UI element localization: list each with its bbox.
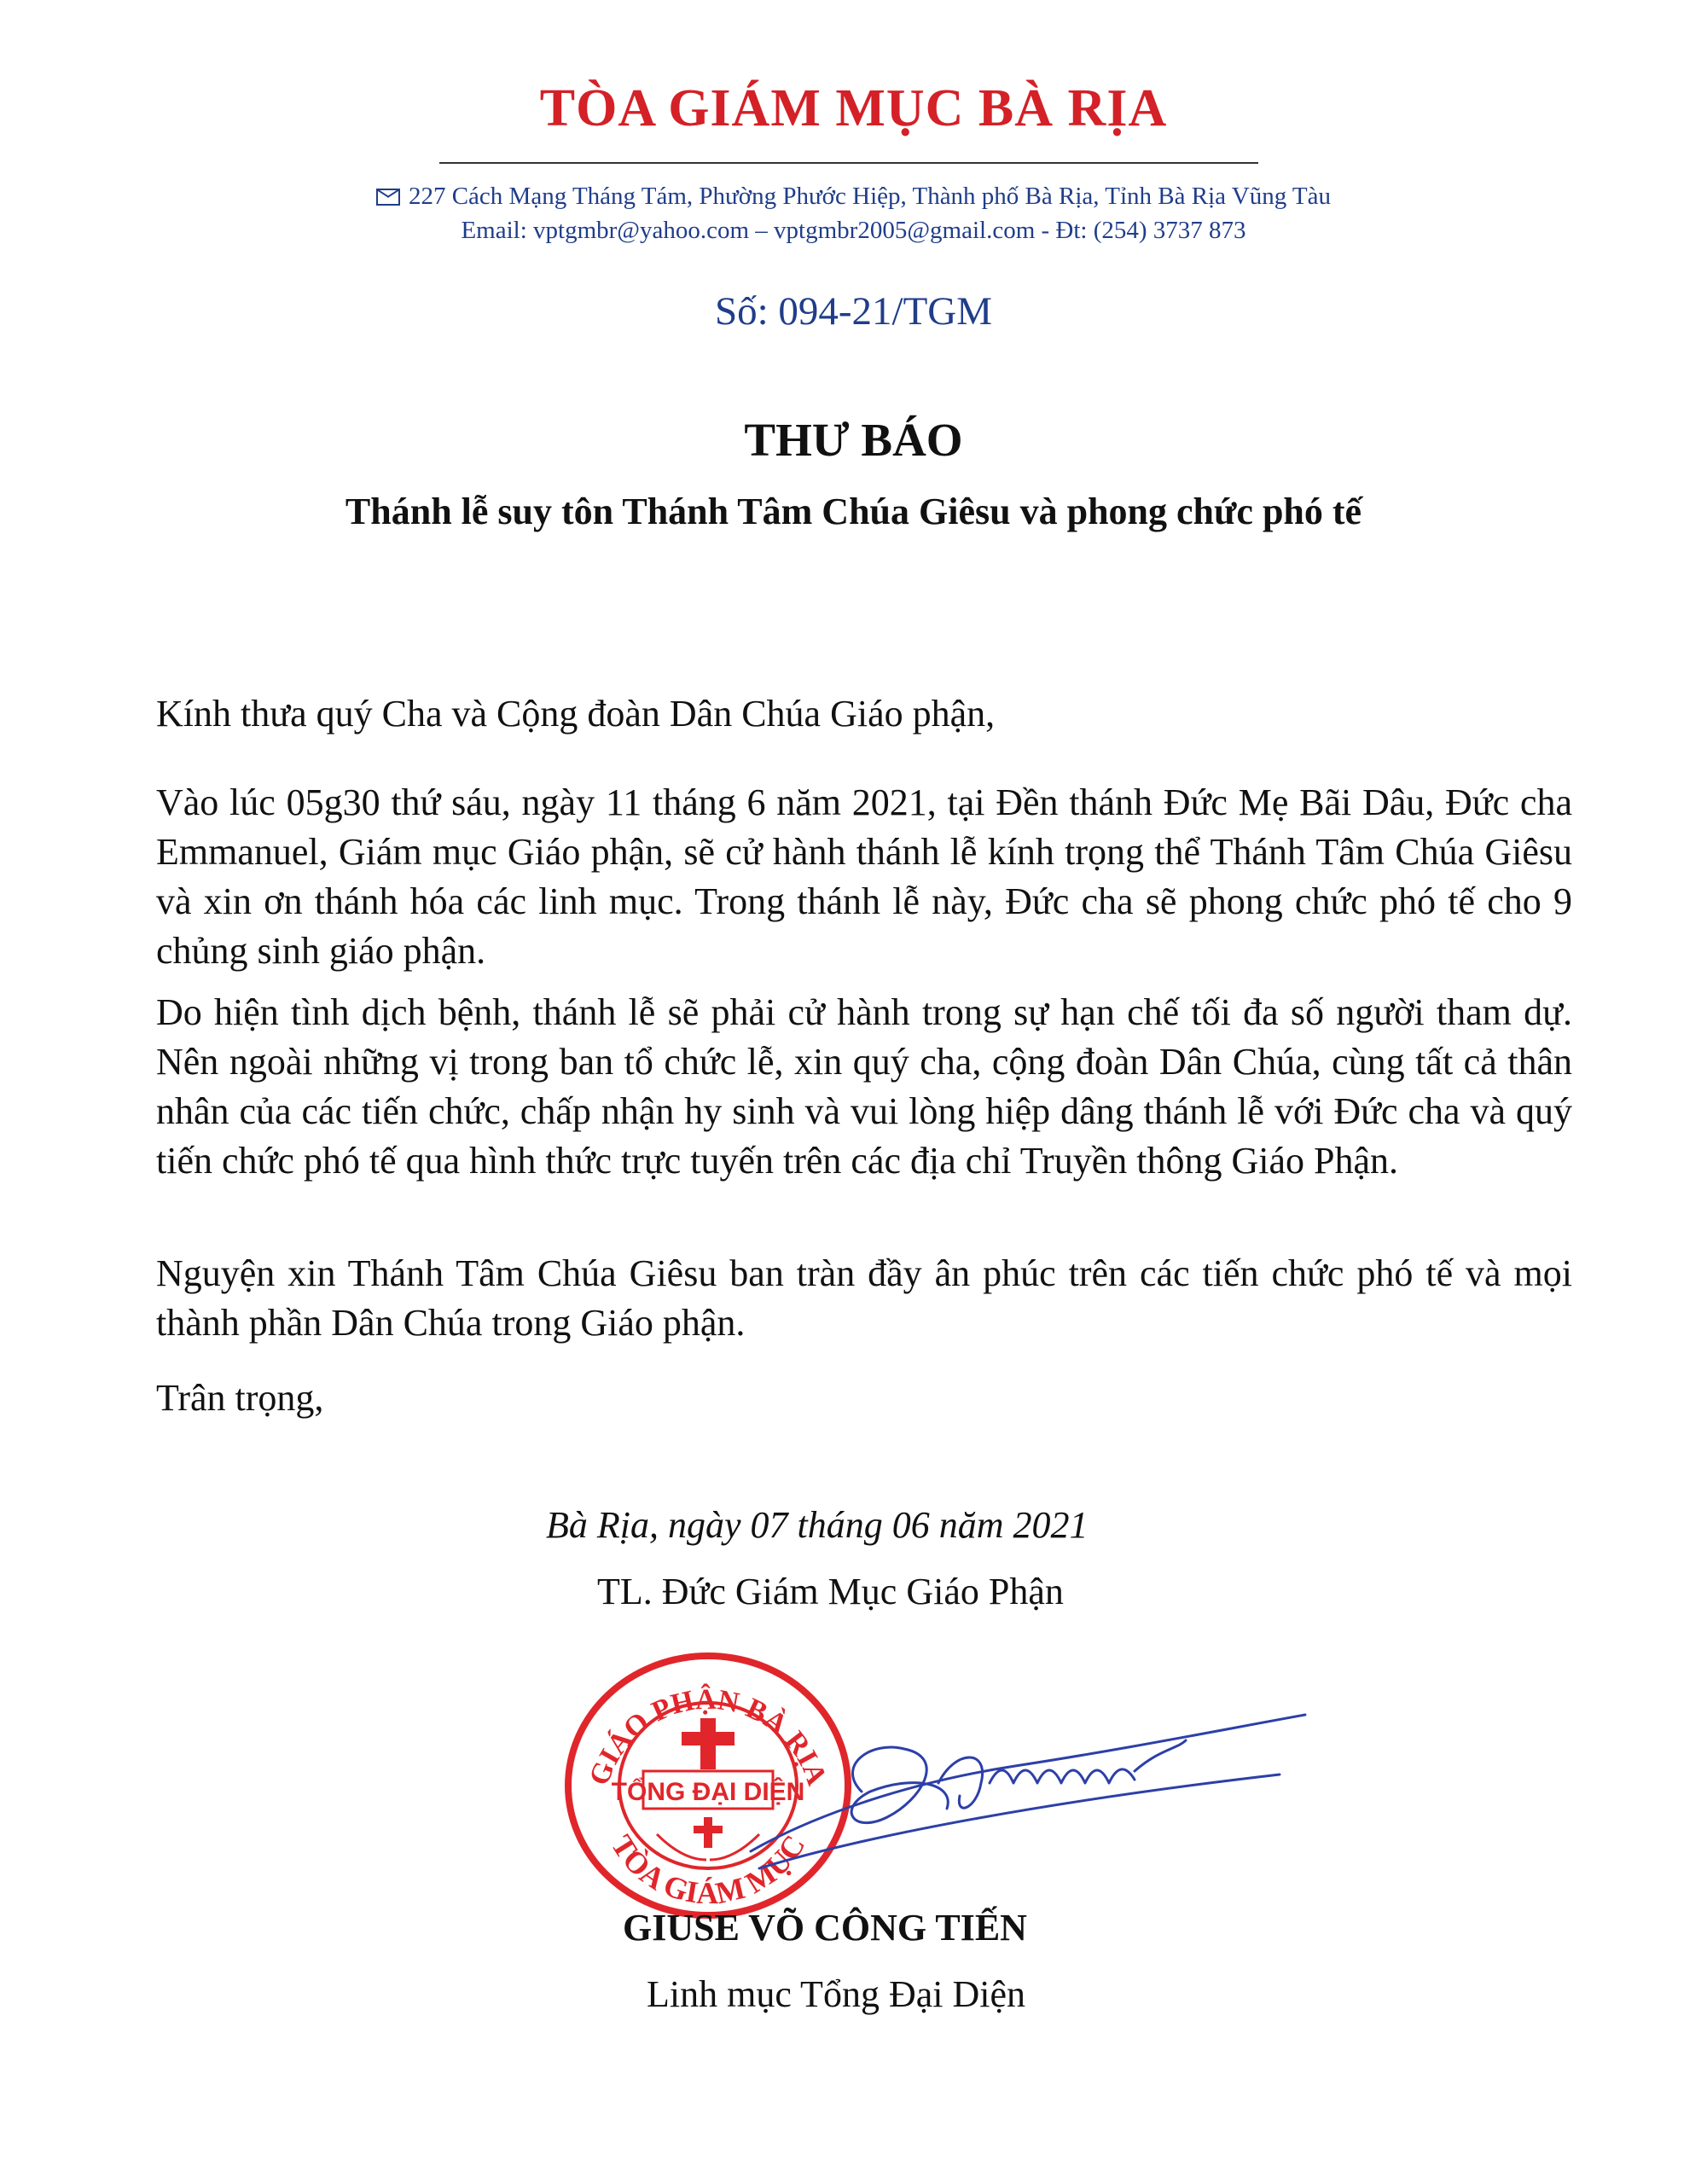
body-paragraph: Vào lúc 05g30 thứ sáu, ngày 11 tháng 6 năm 2021, tại Đền thánh Đức Mẹ Bãi Dâu, Đức cha Emmanuel, Giám mục Giáo phận, sẽ cử hành thánh lễ kính trọng thể Thánh Tâm Chúa Giêsu và xin ơn thánh hóa các linh mục. Trong thánh lễ này, Đức cha sẽ phong chức phó tế cho 9 chủng sinh giáo phận. <box>156 781 1572 972</box>
document-subtitle: Thánh lễ suy tôn Thánh Tâm Chúa Giêsu và phong chức phó tế <box>345 491 1362 532</box>
envelope-icon <box>376 189 400 206</box>
seal-text-top: GIÁO PHẬN BÀ RỊA <box>583 1683 833 1790</box>
document-number: Số: 094-21/TGM <box>714 289 993 334</box>
address-line <box>0 183 1707 211</box>
small-cross-icon <box>694 1817 723 1848</box>
cross-icon <box>682 1718 734 1769</box>
body-paragraph: Do hiện tình dịch bệnh, thánh lễ sẽ phải cử hành trong sự hạn chế tối đa số người tham dự. Nên ngoài những vị trong ban tổ chức lễ, xin quý cha, cộng đoàn Dân Chúa, cùng tất cả thân nhân của các tiến chức, chấp nhận hy sinh và vui lòng hiệp dâng thánh lễ với Đức cha và quý tiến chức phó tế qua hình thức trực tuyến trên các địa chỉ Truyền thông Giáo Phận. <box>156 991 1572 1182</box>
seal-text-center: TỔNG ĐẠI DIỆN <box>611 1778 805 1806</box>
document-title: THƯ BÁO <box>744 414 963 466</box>
handwritten-signature <box>734 1689 1314 1885</box>
signer-title: Linh mục Tổng Đại Diện <box>647 1973 1025 2015</box>
address-text: 227 Cách Mạng Tháng Tám, Phường Phước Hiệp, Thành phố Bà Rịa, Tỉnh Bà Rịa Vũng Tàu <box>408 183 1332 210</box>
place-and-date: Bà Rịa, ngày 07 tháng 06 năm 2021 <box>546 1504 1089 1546</box>
on-behalf-line: TL. Đức Giám Mục Giáo Phận <box>597 1571 1064 1612</box>
contact-line: Email: vptgmbr@yahoo.com – vptgmbr2005@gmail.com - Đt: (254) 3737 873 <box>461 217 1246 244</box>
signer-name: GIUSE VÕ CÔNG TIẾN <box>623 1907 1027 1949</box>
salutation: Kính thưa quý Cha và Cộng đoàn Dân Chúa Giáo phận, <box>156 693 996 735</box>
closing: Trân trọng, <box>156 1377 324 1419</box>
seal-text-bottom: TÒA GIÁM MỤC <box>604 1828 812 1911</box>
body-paragraph: Nguyện xin Thánh Tâm Chúa Giêsu ban tràn đầy ân phúc trên các tiến chức phó tế và mọi thành phần Dân Chúa trong Giáo phận. <box>156 1252 1572 1344</box>
organization-name: TÒA GIÁM MỤC BÀ RỊA <box>539 79 1168 137</box>
header-divider <box>439 162 1258 164</box>
